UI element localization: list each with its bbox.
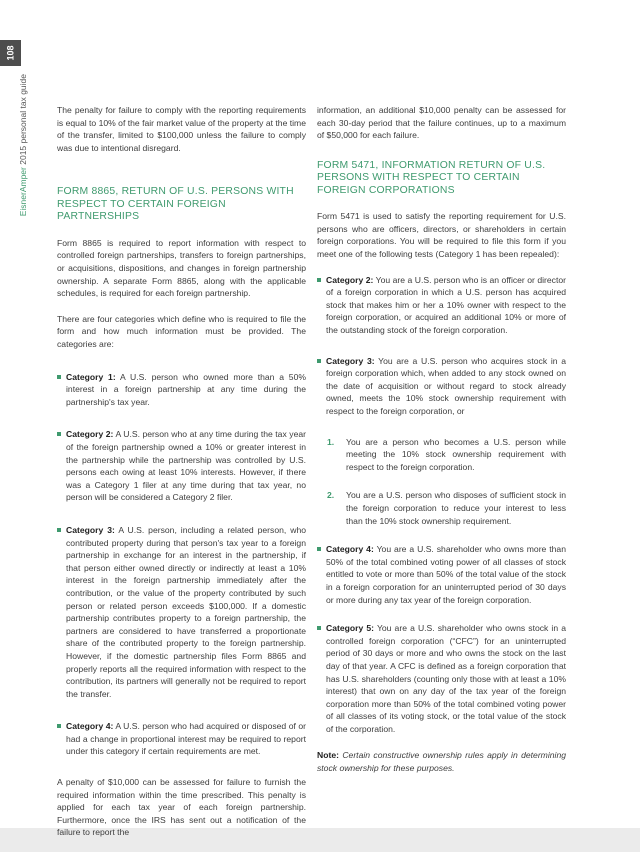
category-text: A U.S. person who owned more than a 50% interest in a foreign partnership at any time during the partnership's tax year. bbox=[66, 371, 306, 407]
category-2-item bbox=[57, 428, 306, 504]
page-body bbox=[38, 0, 640, 838]
category-label: Category 2: bbox=[326, 274, 374, 285]
numbered-item-1 bbox=[327, 436, 566, 474]
item-text: You are a U.S. person who disposes of sufficient stock in the foreign corporation to reduce your interest to less than the 10% stock ownership requirement. bbox=[346, 490, 566, 526]
category-text: A U.S. person who at any time during the tax year of the foreign partnership owned a 10% or greater interest in the partnership while the partnership was controlled by U.S. persons each owing at least 10% interests. However, if there was a Category 1 filer at any time during that tax year, no person will be considered a Category 2 filer. bbox=[66, 429, 307, 503]
category-text: You are a U.S. person who acquires stock in a foreign corporation which, when added to any stock owned on the date of acquisition or without regard to stock already owned, meets the 10% stock ownership requirement with respect to the foreign corporation, or bbox=[326, 355, 567, 416]
item-text: You are a person who becomes a U.S. person while meeting the 10% stock ownership requirement with respect to the foreign corporation. bbox=[346, 436, 566, 472]
category-1-item bbox=[57, 371, 306, 409]
category-text: You are a U.S. person who is an officer or director of a foreign corporation in which a U.S. person has acquired stock that makes him or her a 10% owner with respect to the foreign corporation, or acquired an additional 10% or more of the outstanding stock of the foreign corporation. bbox=[326, 274, 567, 336]
running-header bbox=[2, 74, 28, 234]
category-4-item bbox=[57, 720, 306, 758]
right-column bbox=[317, 104, 566, 788]
category-label: Category 3: bbox=[66, 524, 115, 535]
form-8865-paragraph: Form 8865 is required to report information with respect to controlled foreign partnerships, transfers to foreign partnerships, or acquisitions, dispositions, and changes in foreign partnership ownership. A separate Form 8865, along with the applicable schedules, is required for each foreign partnership. bbox=[57, 237, 306, 299]
item-number: 2. bbox=[327, 490, 335, 501]
continued-paragraph: information, an additional $10,000 penalty can be assessed for each 30-day period that the failure continues, up to a maximum of $50,000 for each failure. bbox=[317, 105, 566, 141]
numbered-item-2 bbox=[327, 489, 566, 527]
category-4-item bbox=[317, 543, 566, 606]
note-paragraph bbox=[317, 749, 566, 774]
page-number: 108 bbox=[5, 45, 16, 61]
category-5-item bbox=[317, 622, 566, 735]
item-number: 1. bbox=[327, 436, 335, 447]
category-label: Category 3: bbox=[326, 355, 375, 366]
category-text: You are a U.S. shareholder who owns more than 50% of the total combined voting power of all classes of stock entitled to vote or more than 50% of the total value of the stock in a foreign corporation for an uninterrupted period of 30 days or more during any tax year of the foreign corporation. bbox=[326, 544, 566, 605]
note-label: Note: bbox=[317, 750, 339, 761]
categories-paragraph: There are four categories which define who is required to file the form and how much information must be provided. The categories are: bbox=[57, 313, 306, 350]
left-column bbox=[57, 104, 306, 852]
page-margin bbox=[0, 0, 38, 828]
category-3-item bbox=[317, 355, 566, 418]
category-3-item bbox=[57, 524, 306, 700]
form-8865-heading: FORM 8865, RETURN OF U.S. PERSONS WITH RESPECT TO CERTAIN FOREIGN PARTNERSHIPS bbox=[57, 186, 294, 223]
category-text: You are a U.S. shareholder who owns stock in a controlled foreign corporation (“CFC”) for an uninterrupted period of 30 days or more and who owns the stock on the last day of that year. A CFC is defined as a foreign corporation that has U.S. shareholders (counting only those with at least a 10% interest) that own on any day of the tax year of the foreign corporation more than 50% of the total combined voting power of all classes of its voting stock, or the total value of the stock of the corporation. bbox=[326, 623, 567, 734]
guide-title: 2015 personal tax guide bbox=[18, 74, 28, 165]
category-label: Category 2: bbox=[66, 429, 114, 440]
category-text: A U.S. person, including a related person, who contributed property during that person's tax year to a foreign partnership in exchange for an interest in the partnership, if that person either owned directly or indirectly at least a 10% interest in the foreign partnership immediately after the contribution, or the value of the property contributed by such person or related person exceeds $100,000. If a domestic partnership contributes property to a foreign partnership, the partners are considered to have transferred a proportionate share of the contributed property to the foreign partnership. However, if the domestic partnership files Form 8865 and properly reports all the required information with respect to the contribution, its partners will generally not be required to report the transfer. bbox=[66, 524, 306, 699]
page-number-tab bbox=[0, 40, 21, 66]
form-5471-paragraph: Form 5471 is used to satisfy the reporting requirement for U.S. persons who are officers, directors, or shareholders in certain foreign corporations. You will be required to file this form if you meet one of the following tests (Category 1 has been repealed): bbox=[317, 211, 566, 260]
category-2-item bbox=[317, 274, 566, 337]
penalty-paragraph: The penalty for failure to comply with the reporting requirements is equal to 10% of the fair market value of the property at the time of the transfer, limited to $100,000 unless the failure to comply was due to intentional disregard. bbox=[57, 105, 306, 153]
category-label: Category 4: bbox=[66, 721, 114, 732]
form-5471-heading: FORM 5471, INFORMATION RETURN OF U.S. PERSONS WITH RESPECT TO CERTAIN FOREIGN CORPORATIONS bbox=[317, 159, 546, 196]
brand-name: EisnerAmper bbox=[18, 167, 28, 217]
category-label: Category 1: bbox=[66, 371, 116, 382]
penalty-10000-paragraph: A penalty of $10,000 can be assessed for failure to furnish the required information within the time prescribed. This penalty is applied for each tax year of each foreign partnership. Furthermore, once the IRS has sent out a notification of the failure to report the bbox=[57, 777, 306, 838]
category-label: Category 4: bbox=[326, 544, 374, 555]
category-label: Category 5: bbox=[326, 623, 374, 634]
note-text: Certain constructive ownership rules apply in determining stock ownership for these purposes. bbox=[317, 750, 566, 774]
category-text: A U.S. person who had acquired or disposed of or had a change in proportional interest may be required to report under this category if certain requirements are met. bbox=[66, 721, 306, 757]
